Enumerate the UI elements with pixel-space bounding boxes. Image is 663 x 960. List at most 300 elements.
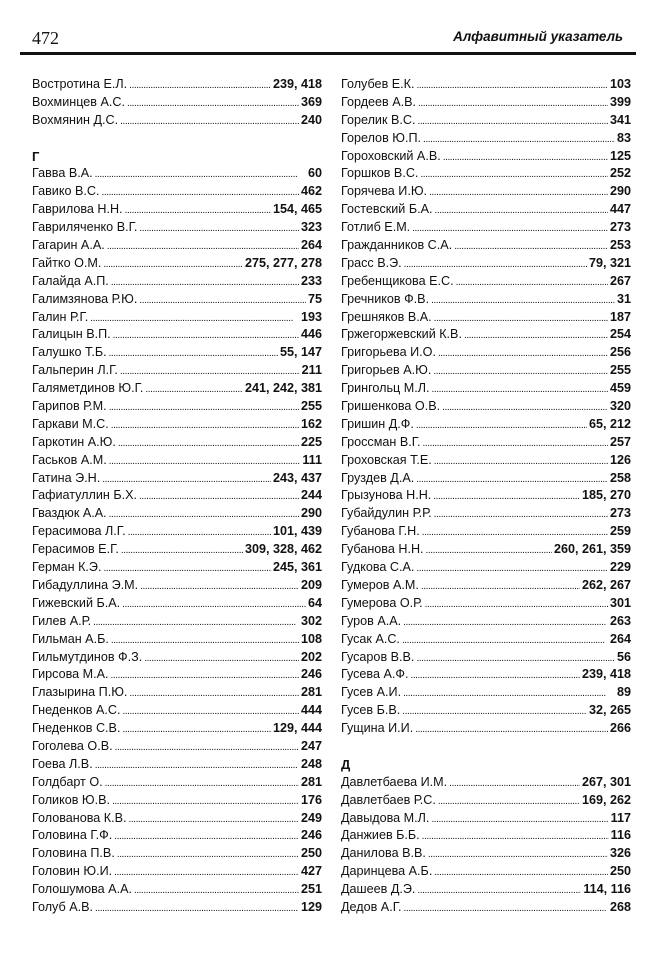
author-name: Гусев А.И.	[341, 685, 402, 700]
dot-leader	[422, 827, 609, 845]
author-name: Гостевский Б.А.	[341, 202, 433, 217]
page-references: 309, 328, 462	[244, 542, 322, 557]
index-entry	[32, 344, 322, 362]
author-name: Гатина Э.Н.	[32, 470, 101, 485]
dot-leader	[122, 702, 299, 720]
dot-leader	[129, 810, 299, 828]
page-references: 255	[609, 363, 631, 378]
index-entry	[32, 827, 322, 845]
dot-leader	[402, 702, 587, 720]
dot-leader	[139, 219, 299, 237]
dot-leader	[417, 881, 581, 899]
author-name: Гумерова О.Р.	[341, 595, 423, 610]
page-references: 55, 147	[279, 345, 322, 360]
index-entry	[341, 649, 631, 667]
page-references: 117	[610, 810, 631, 825]
dot-leader	[415, 720, 608, 738]
author-name: Голуб А.В.	[32, 899, 94, 914]
header-rule	[20, 52, 636, 55]
author-name: Гавва В.А.	[32, 166, 93, 181]
dot-leader	[416, 416, 587, 434]
index-entry	[341, 165, 631, 183]
page-references: 56	[616, 649, 631, 664]
page-references: 268	[609, 899, 631, 914]
dot-leader	[434, 309, 608, 327]
author-name: Востротина Е.Л.	[32, 77, 128, 91]
index-entry	[341, 684, 631, 702]
page-references: 225	[300, 434, 322, 449]
page-references: 273	[609, 506, 631, 521]
author-name: Галимзянова Р.Ю.	[32, 291, 138, 306]
dot-leader	[118, 434, 299, 452]
dot-leader	[109, 398, 299, 416]
page-references: 444	[300, 703, 322, 718]
page-references: 252	[609, 166, 631, 181]
page-references: 169, 262	[581, 792, 631, 807]
page-references: 101, 439	[272, 524, 322, 539]
author-name: Гавриляченко В.Г.	[32, 220, 138, 235]
page-references: 126	[609, 452, 631, 467]
index-entry	[341, 470, 631, 488]
index-entry	[32, 595, 322, 613]
page-references: 187	[609, 309, 631, 324]
dot-leader	[429, 183, 608, 201]
index-entry	[32, 398, 322, 416]
page-references: 341	[609, 112, 631, 127]
page-references: 60	[307, 166, 322, 181]
page-references: 259	[609, 524, 631, 539]
page-references: 83	[616, 130, 631, 145]
dot-leader	[428, 845, 608, 863]
index-entry	[341, 595, 631, 613]
author-name: Гущина И.И.	[341, 721, 414, 736]
page-references: 267	[609, 273, 631, 288]
dot-leader	[422, 523, 608, 541]
page-references: 263	[609, 613, 631, 628]
index-entry	[32, 487, 322, 505]
index-entry	[32, 756, 322, 774]
author-name: Гильман А.Б.	[32, 631, 109, 646]
author-name: Гроховская Т.Е.	[341, 452, 432, 467]
dot-leader	[423, 434, 608, 452]
index-entry	[32, 165, 322, 183]
dot-leader	[114, 827, 299, 845]
index-entry	[32, 505, 322, 523]
author-name: Гаркотин А.Ю.	[32, 434, 116, 449]
author-name: Данжиев Б.Б.	[341, 828, 420, 843]
page-references: 240	[300, 112, 322, 127]
author-name: Гребенщикова Е.С.	[341, 273, 454, 288]
page-references: 290	[609, 184, 631, 199]
index-entry	[341, 827, 631, 845]
index-entry	[341, 273, 631, 291]
author-name: Головина П.В.	[32, 846, 115, 861]
page-references: 323	[300, 220, 322, 235]
page-references: 302	[300, 613, 322, 628]
dot-leader	[425, 595, 608, 613]
author-name: Гржегоржевский К.В.	[341, 327, 462, 342]
author-name: Груздев Д.А.	[341, 470, 415, 485]
page-references: 176	[300, 792, 322, 807]
author-name: Головина Г.Ф.	[32, 828, 113, 843]
author-name: Гнеденков А.С.	[32, 703, 121, 718]
index-entry	[341, 487, 631, 505]
dot-leader	[111, 416, 299, 434]
index-entry	[341, 255, 631, 273]
dot-leader	[114, 863, 299, 881]
index-entry	[341, 201, 631, 219]
page-references: 273	[609, 220, 631, 235]
index-entry	[32, 452, 322, 470]
author-name: Гижевский Б.А.	[32, 595, 121, 610]
author-name: Горелов Ю.П.	[341, 130, 422, 145]
dot-leader	[434, 505, 608, 523]
page-references: 211	[301, 363, 322, 378]
page-references: 32, 265	[588, 703, 631, 718]
index-entry	[341, 112, 631, 130]
dot-leader	[434, 452, 608, 470]
page-references: 260, 261, 359	[553, 542, 631, 557]
page-references: 116	[610, 828, 631, 843]
author-name: Гилев А.Р.	[32, 613, 92, 628]
index-entry	[341, 792, 631, 810]
dot-leader	[418, 94, 608, 112]
index-entry	[341, 344, 631, 362]
page-references: 243, 437	[272, 470, 322, 485]
index-entry	[32, 362, 322, 380]
author-name: Головин Ю.И.	[32, 864, 113, 879]
dot-leader	[111, 273, 299, 291]
dot-leader	[403, 613, 608, 631]
index-entry	[32, 702, 322, 720]
dot-leader	[107, 237, 299, 255]
dot-leader	[443, 148, 608, 166]
index-entry	[341, 130, 631, 148]
dot-leader	[144, 649, 299, 667]
index-entry	[341, 577, 631, 595]
page-references: 250	[300, 846, 322, 861]
index-entry	[32, 541, 322, 559]
dot-leader	[423, 130, 615, 148]
page-references: 111	[302, 452, 322, 467]
author-name: Гришин Д.Ф.	[341, 416, 414, 431]
dot-leader	[140, 577, 299, 595]
author-name: Гаврилова Н.Н.	[32, 202, 123, 217]
dot-leader	[122, 595, 306, 613]
index-entry	[341, 434, 631, 452]
dot-leader	[434, 863, 608, 881]
dot-leader	[431, 291, 615, 309]
dot-leader	[120, 112, 299, 130]
page-references: 114, 116	[583, 882, 631, 897]
page-references: 264	[300, 238, 322, 253]
index-entry	[32, 738, 322, 756]
author-name: Грингольц М.Л.	[341, 381, 430, 396]
dot-leader	[127, 94, 299, 112]
page-references: 65, 212	[588, 416, 631, 431]
letter-heading: Д	[341, 756, 351, 772]
page-references: 202	[300, 649, 322, 664]
index-entry	[341, 702, 631, 720]
index-entry	[341, 899, 631, 917]
index-entry	[32, 201, 322, 219]
page-references: 239, 418	[581, 667, 631, 682]
page-references: 267, 301	[581, 774, 631, 789]
dot-leader	[111, 631, 299, 649]
index-entry	[341, 505, 631, 523]
author-name: Гваздюк А.А.	[32, 506, 107, 521]
index-entry	[32, 309, 322, 327]
page-references: 459	[609, 381, 631, 396]
author-name: Гусева А.Ф.	[341, 667, 409, 682]
index-entry	[32, 219, 322, 237]
page-references: 255	[300, 399, 322, 414]
index-entry	[32, 649, 322, 667]
author-name: Герасимов Е.Г.	[32, 542, 119, 557]
index-entry	[32, 631, 322, 649]
dot-leader	[139, 291, 306, 309]
author-name: Гроссман В.Г.	[341, 434, 421, 449]
dot-leader	[95, 756, 299, 774]
index-entry	[32, 237, 322, 255]
author-name: Гоголева О.В.	[32, 738, 113, 753]
author-name: Горячева И.Ю.	[341, 184, 428, 199]
dot-leader	[117, 845, 299, 863]
dot-leader	[410, 666, 580, 684]
index-entry	[32, 881, 322, 899]
dot-leader	[95, 899, 299, 917]
index-entry	[32, 523, 322, 541]
page-references: 253	[609, 238, 631, 253]
author-name: Губанова Н.Н.	[341, 542, 424, 557]
author-name: Гусак А.С.	[341, 631, 400, 646]
page-references: 257	[609, 434, 631, 449]
dot-leader	[416, 649, 615, 667]
index-entry	[341, 309, 631, 327]
page-references: 275, 277, 278	[244, 255, 322, 270]
dot-leader	[456, 273, 608, 291]
page-references: 281	[300, 685, 322, 700]
page-references: 239, 418	[272, 77, 322, 91]
section-gap	[32, 130, 322, 148]
index-entry	[32, 720, 322, 738]
dot-leader	[121, 541, 243, 559]
index-entry	[341, 613, 631, 631]
author-name: Григорьев А.Ю.	[341, 363, 432, 378]
dot-leader	[129, 684, 299, 702]
index-entry	[341, 720, 631, 738]
index-entry	[32, 380, 322, 398]
author-name: Давыдова М.Л.	[341, 810, 430, 825]
dot-leader	[442, 398, 608, 416]
dot-leader	[102, 470, 271, 488]
author-name: Грызунова Н.Н.	[341, 488, 432, 503]
page-references: 64	[307, 595, 322, 610]
index-entry	[32, 291, 322, 309]
page-references: 103	[609, 77, 631, 91]
index-column-left	[32, 76, 322, 917]
dot-leader	[412, 219, 608, 237]
index-entry	[32, 577, 322, 595]
author-name: Даринцева А.Б.	[341, 864, 433, 879]
dot-leader	[426, 541, 552, 559]
author-name: Галушко Т.Б.	[32, 345, 107, 360]
index-entry	[341, 76, 631, 94]
index-entry	[32, 434, 322, 452]
dot-leader	[120, 362, 300, 380]
author-name: Гумеров А.М.	[341, 577, 419, 592]
index-entry	[341, 845, 631, 863]
dot-leader	[435, 201, 608, 219]
page-references: 326	[609, 846, 631, 861]
dot-leader	[417, 76, 608, 94]
page-references: 241, 242, 381	[244, 381, 322, 396]
page-references: 246	[300, 828, 322, 843]
index-entry	[341, 148, 631, 166]
page-references: 266	[609, 721, 631, 736]
author-name: Горшков В.С.	[341, 166, 419, 181]
page-references: 446	[300, 327, 322, 342]
index-entry	[32, 613, 322, 631]
author-name: Горелик В.С.	[341, 112, 416, 127]
dot-leader	[129, 76, 271, 94]
index-entry	[32, 792, 322, 810]
index-entry	[341, 631, 631, 649]
index-entry	[341, 541, 631, 559]
dot-leader	[416, 559, 608, 577]
index-entry	[341, 237, 631, 255]
dot-leader	[420, 165, 608, 183]
dot-leader	[111, 666, 299, 684]
index-column-right	[341, 76, 631, 917]
dot-leader	[145, 380, 243, 398]
page-references: 209	[300, 577, 322, 592]
page-references: 89	[616, 685, 631, 700]
index-entry	[32, 470, 322, 488]
index-entry	[32, 863, 322, 881]
author-name: Губанова Г.Н.	[341, 524, 420, 539]
author-name: Голубев Е.К.	[341, 77, 415, 91]
index-entry	[341, 863, 631, 881]
index-entry	[341, 666, 631, 684]
author-name: Вохмянин Д.С.	[32, 112, 119, 127]
page-references: 79, 321	[588, 255, 631, 270]
page-references: 229	[609, 560, 631, 575]
author-name: Григорьева И.О.	[341, 345, 436, 360]
page-references: 264	[609, 631, 631, 646]
dot-leader	[139, 487, 299, 505]
index-entry	[32, 684, 322, 702]
page-references: 462	[300, 184, 322, 199]
dot-leader	[128, 523, 271, 541]
dot-leader	[416, 470, 608, 488]
page-references: 248	[300, 756, 322, 771]
index-entry	[32, 416, 322, 434]
dot-leader	[90, 309, 299, 327]
dot-leader	[125, 201, 271, 219]
author-name: Губайдулин Р.Р.	[341, 506, 432, 521]
author-name: Гнеденков С.В.	[32, 721, 121, 736]
page-references: 320	[609, 399, 631, 414]
dot-leader	[404, 255, 587, 273]
section-gap	[341, 738, 631, 756]
index-entry	[341, 416, 631, 434]
index-entry	[32, 326, 322, 344]
index-entry	[32, 774, 322, 792]
page-references: 256	[609, 345, 631, 360]
index-entry	[32, 559, 322, 577]
author-name: Гороховский А.В.	[341, 148, 441, 163]
page-references: 250	[609, 864, 631, 879]
author-name: Гуров А.А.	[341, 613, 402, 628]
author-name: Дашеев Д.Э.	[341, 882, 416, 897]
index-entry	[341, 810, 631, 828]
author-name: Гибадуллина Э.М.	[32, 577, 139, 592]
author-name: Гаркави М.С.	[32, 416, 109, 431]
index-entry	[32, 899, 322, 917]
index-entry	[341, 326, 631, 344]
page-references: 108	[300, 631, 322, 646]
page-references: 447	[609, 202, 631, 217]
author-name: Давлетбаева И.М.	[341, 774, 448, 789]
page-references: 290	[300, 506, 322, 521]
page-references: 262, 267	[581, 577, 631, 592]
dot-leader	[112, 792, 299, 810]
page-references: 75	[307, 291, 322, 306]
author-name: Голдбарт О.	[32, 774, 103, 789]
author-name: Гражданников С.А.	[341, 238, 453, 253]
index-entry	[341, 362, 631, 380]
author-name: Давлетбаев Р.С.	[341, 792, 436, 807]
index-entry	[341, 380, 631, 398]
dot-leader	[431, 810, 608, 828]
page-references: 233	[300, 273, 322, 288]
dot-leader	[433, 487, 580, 505]
author-name: Гирсова М.А.	[32, 667, 109, 682]
index-entry	[341, 219, 631, 237]
author-name: Гусаров В.В.	[341, 649, 415, 664]
page-references: 193	[300, 309, 322, 324]
page-references: 154, 465	[272, 202, 322, 217]
dot-leader	[417, 112, 608, 130]
page-references: 301	[609, 595, 631, 610]
author-name: Гречников Ф.В.	[341, 291, 430, 306]
author-name: Галицын В.П.	[32, 327, 111, 342]
author-name: Герман К.Э.	[32, 560, 102, 575]
running-title: Алфавитный указатель	[453, 29, 623, 44]
author-name: Гайтко О.М.	[32, 255, 102, 270]
index-entry	[341, 398, 631, 416]
dot-leader	[122, 720, 271, 738]
page-references: 246	[300, 667, 322, 682]
dot-leader	[109, 452, 301, 470]
author-name: Гафиатуллин Б.Х.	[32, 488, 138, 503]
author-name: Герасимова Л.Г.	[32, 524, 126, 539]
author-name: Гришенкова О.В.	[341, 399, 441, 414]
page-references: 369	[300, 94, 322, 109]
index-entry	[341, 559, 631, 577]
page-references: 399	[609, 94, 631, 109]
author-name: Данилова В.В.	[341, 846, 426, 861]
page-number: 472	[32, 28, 59, 48]
dot-leader	[454, 237, 608, 255]
dot-leader	[438, 792, 580, 810]
author-name: Гальперин Л.Г.	[32, 363, 118, 378]
dot-leader	[403, 899, 608, 917]
dot-leader	[403, 684, 615, 702]
page-references: 427	[300, 864, 322, 879]
page-references: 251	[300, 882, 322, 897]
